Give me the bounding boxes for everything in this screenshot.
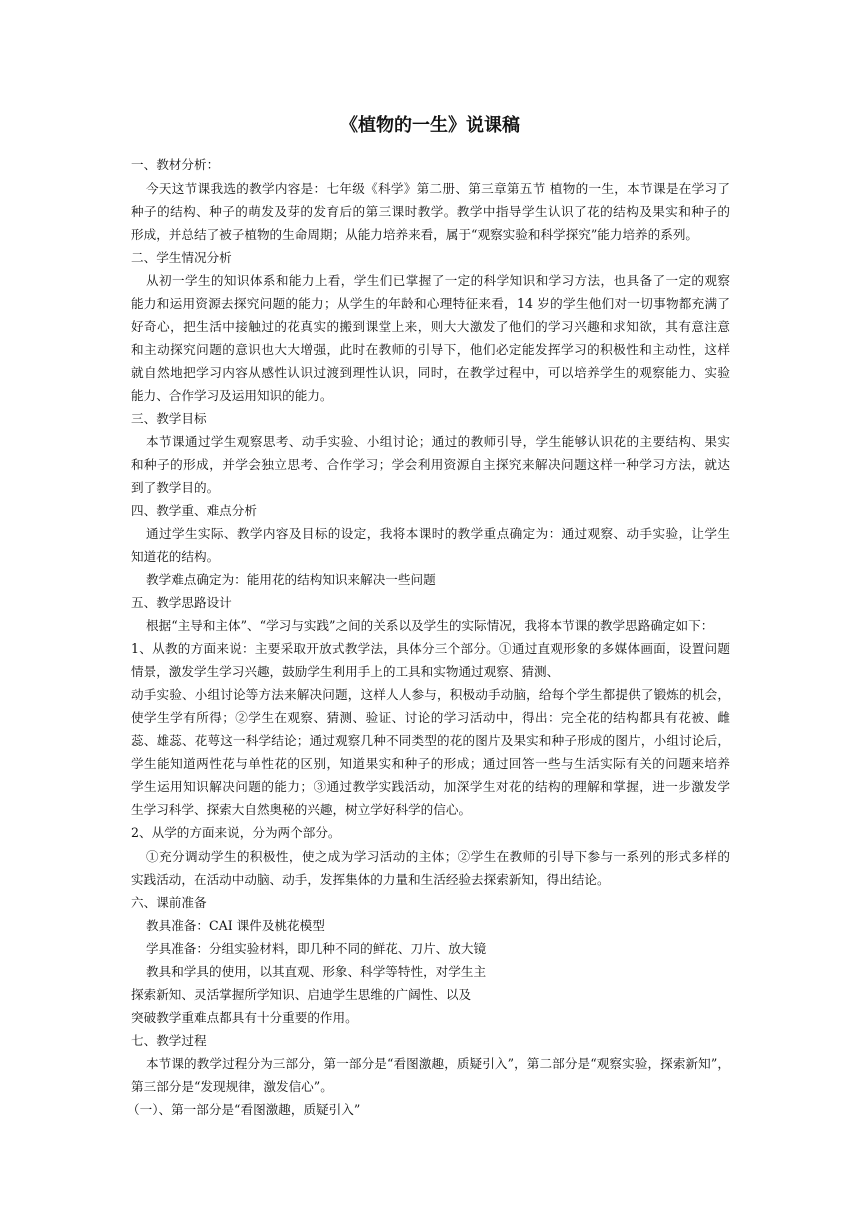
text-line-content: 形成，并总结了被子植物的生命周期；从能力培养来看，属于“观察实验和科学探究”能力培养的系列。	[131, 227, 699, 242]
text-line	[0, 269, 860, 292]
text-line-content: 学生运用知识解决问题的能力；③通过教学实践活动，加深学生对花的结构的理解和掌握，进一步激发学	[131, 779, 730, 794]
text-line-content: 通过学生实际、教学内容及目标的设定，我将本课时的教学重点确定为：通过观察、动手实验，让学生	[146, 526, 730, 541]
text-line	[0, 637, 860, 660]
text-line-content: 情景，激发学生学习兴趣，鼓励学生利用手上的工具和实物通过观察、猜测、	[131, 664, 560, 679]
text-line	[0, 891, 860, 914]
text-line-content: 教具准备：CAI 课件及桃花模型	[146, 918, 325, 933]
text-line	[0, 960, 860, 983]
text-line	[0, 914, 860, 937]
text-line	[0, 361, 860, 384]
text-line	[0, 1029, 860, 1052]
text-line-content: 和主动探究问题的意识也大大增强，此时在教师的引导下，他们必定能发挥学习的积极性和主动性，这样	[131, 342, 730, 357]
text-line	[0, 706, 860, 729]
text-line-content: 六、课前准备	[131, 895, 207, 910]
text-line	[0, 315, 860, 338]
text-line-content: 使学生学有所得；②学生在观察、猜测、验证、讨论的学习活动中，得出：完全花的结构都具有花被、雌	[131, 710, 730, 725]
text-line-content: 本节课的教学过程分为三部分，第一部分是“看图激趣，质疑引入”，第二部分是“观察实验，探索新知”，	[146, 1056, 730, 1071]
text-line-content: 七、教学过程	[131, 1033, 207, 1048]
text-line	[0, 200, 860, 223]
text-line	[0, 292, 860, 315]
text-line-content: 和种子的形成，并学会独立思考、合作学习；学会利用资源自主探究来解决问题这样一种学习方法，就达	[131, 457, 730, 472]
text-line-content: 教具和学具的使用，以其直观、形象、科学等特性，对学生主	[146, 964, 487, 979]
text-line-content: 教学难点确定为：能用花的结构知识来解决一些问题	[146, 572, 436, 587]
text-line	[0, 775, 860, 798]
text-line	[0, 1098, 860, 1121]
text-line-content: 突破教学重难点都具有十分重要的作用。	[131, 1010, 358, 1025]
text-line-content: 学生能知道两性花与单性花的区别，知道果实和种子的形成；通过回答一些与生活实际有关的问题来培养	[131, 756, 730, 771]
text-line	[0, 614, 860, 637]
text-line	[0, 752, 860, 775]
text-line-content: 动手实验、小组讨论等方法来解决问题，这样人人参与，积极动手动脑，给每个学生都提供了锻炼的机会，	[131, 687, 730, 702]
text-line	[0, 453, 860, 476]
text-line	[0, 338, 860, 361]
text-line-content: 三、教学目标	[131, 411, 207, 426]
text-line	[0, 568, 860, 591]
text-line	[0, 683, 860, 706]
text-line	[0, 430, 860, 453]
text-line-content: 1、从教的方面来说：主要采取开放式教学法，具体分三个部分。①通过直观形象的多媒体画面，设置问题	[131, 641, 730, 656]
text-line	[0, 983, 860, 1006]
text-line-content: 蕊、雄蕊、花萼这一科学结论；通过观察几种不同类型的花的图片及果实和种子形成的图片，小组讨论后，	[131, 733, 730, 748]
text-line	[0, 223, 860, 246]
text-line	[0, 177, 860, 200]
text-line-content: 能力、合作学习及运用知识的能力。	[131, 388, 333, 403]
text-line-content: 能力和运用资源去探究问题的能力；从学生的年龄和心理特征来看，14 岁的学生他们对一切事物都充满了	[131, 296, 730, 311]
text-line	[0, 591, 860, 614]
text-line	[0, 1006, 860, 1029]
text-line-content: 四、教学重、难点分析	[131, 503, 257, 518]
text-line-content: 一、教材分析：	[131, 157, 220, 172]
document-title: 《植物的一生》说课稿	[340, 115, 520, 136]
text-line	[0, 407, 860, 430]
text-line	[0, 153, 860, 176]
text-line	[0, 798, 860, 821]
text-line	[0, 499, 860, 522]
text-line-content: 根据“主导和主体”、“学习与实践”之间的关系以及学生的实际情况，我将本节课的教学思路确定如下：	[146, 618, 714, 633]
text-line-content: 本节课通过学生观察思考、动手实验、小组讨论；通过的教师引导，学生能够认识花的主要结构、果实	[146, 434, 730, 449]
text-line	[0, 937, 860, 960]
text-line	[0, 845, 860, 868]
text-line	[0, 729, 860, 752]
text-line-content: 知道花的结构。	[131, 549, 220, 564]
text-line	[0, 522, 860, 545]
text-line	[0, 1052, 860, 1075]
text-line	[0, 246, 860, 269]
text-line-content: 到了教学目的。	[131, 480, 220, 495]
text-line-content: 生学习科学、探索大自然奥秘的兴趣，树立学好科学的信心。	[131, 802, 472, 817]
text-line-content: （一）、第一部分是“看图激趣，质疑引入”	[127, 1102, 361, 1117]
text-line	[0, 660, 860, 683]
text-line-content: 第三部分是“发现规律，激发信心”。	[131, 1079, 333, 1094]
text-line-content: 探索新知、灵活掌握所学知识、启迪学生思维的广阔性、以及	[131, 987, 472, 1002]
text-line-content: 2、从学的方面来说，分为两个部分。	[131, 825, 341, 840]
text-line-content: ①充分调动学生的积极性，使之成为学习活动的主体；②学生在教师的引导下参与一系列的形式多样的	[146, 849, 730, 864]
text-line	[0, 476, 860, 499]
text-line-content: 学具准备：分组实验材料，即几种不同的鲜花、刀片、放大镜	[146, 941, 487, 956]
text-line	[0, 1075, 860, 1098]
text-line-content: 种子的结构、种子的萌发及芽的发育后的第三课时教学。教学中指导学生认识了花的结构及果实和种子的	[131, 204, 730, 219]
text-line-content: 实践活动，在活动中动脑、动手，发挥集体的力量和生活经验去探索新知，得出结论。	[131, 872, 610, 887]
text-line-content: 从初一学生的知识体系和能力上看，学生们已掌握了一定的科学知识和学习方法，也具备了一定的观察	[146, 273, 730, 288]
text-line	[0, 545, 860, 568]
text-line-content: 就自然地把学习内容从感性认识过渡到理性认识，同时，在教学过程中，可以培养学生的观察能力、实验	[131, 365, 730, 380]
text-line-content: 好奇心，把生活中接触过的花真实的搬到课堂上来，则大大激发了他们的学习兴趣和求知欲，其有意注意	[131, 319, 730, 334]
text-line	[0, 384, 860, 407]
text-line-content: 五、教学思路设计	[131, 595, 232, 610]
text-line-content: 二、学生情况分析	[131, 250, 232, 265]
text-line	[0, 868, 860, 891]
text-line-content: 今天这节课我选的教学内容是：七年级《科学》第二册、第三章第五节 植物的一生，本节课是在学习了	[146, 181, 730, 196]
text-line	[0, 821, 860, 844]
